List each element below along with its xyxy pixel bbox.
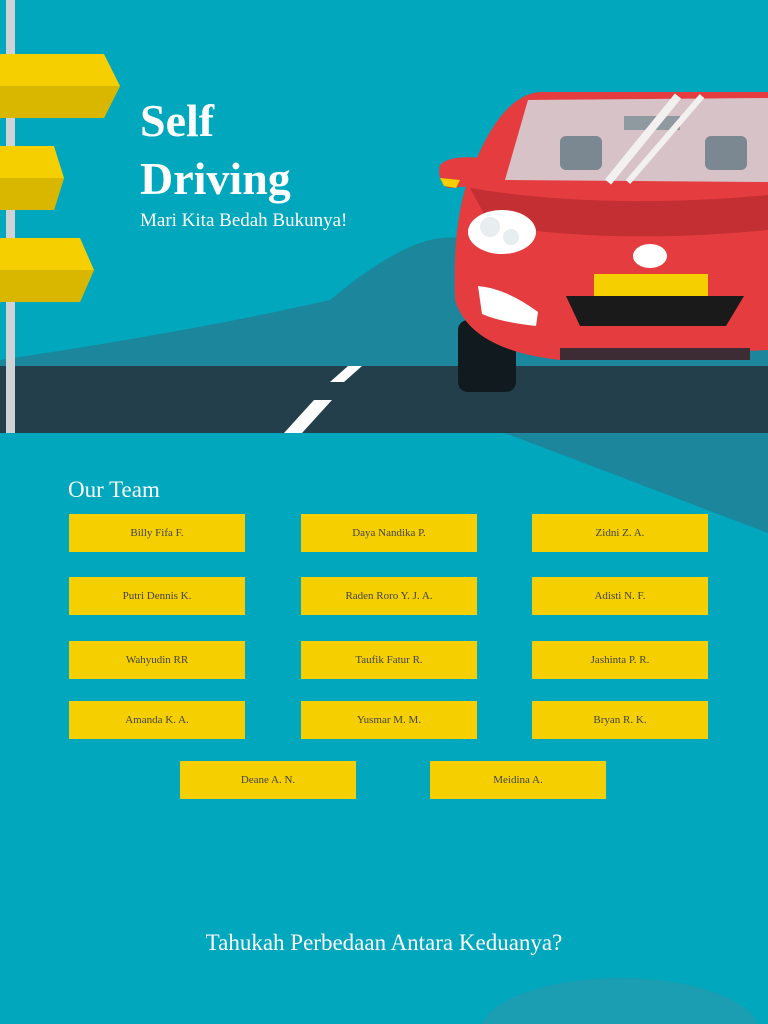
team-member-card: Deane A. N. (180, 761, 356, 799)
title-line-1: Self (140, 95, 215, 146)
team-member-card: Zidni Z. A. (532, 514, 708, 552)
car-icon (439, 92, 768, 392)
team-member-card: Billy Fifa F. (69, 514, 245, 552)
team-member-card: Daya Nandika P. (301, 514, 477, 552)
team-member-card: Taufik Fatur R. (301, 641, 477, 679)
bottom-hill (480, 978, 760, 1024)
road (0, 366, 768, 433)
team-member-card: Bryan R. K. (532, 701, 708, 739)
team-member-card: Wahyudin RR (69, 641, 245, 679)
hero-banner (0, 0, 768, 433)
title-line-2: Driving (140, 153, 291, 204)
team-member-card: Meidina A. (430, 761, 606, 799)
hero-illustration (0, 0, 768, 433)
team-member-card: Adisti N. F. (532, 577, 708, 615)
team-member-card: Jashinta P. R. (532, 641, 708, 679)
team-member-card: Putri Dennis K. (69, 577, 245, 615)
team-member-card: Raden Roro Y. J. A. (301, 577, 477, 615)
page-subtitle: Mari Kita Bedah Bukunya! (140, 210, 348, 231)
team-heading: Our Team (68, 477, 160, 502)
closing-question: Tahukah Perbedaan Antara Keduanya? (205, 930, 563, 955)
road-sign-icon (0, 54, 120, 302)
team-member-card: Yusmar M. M. (301, 701, 477, 739)
team-member-card: Amanda K. A. (69, 701, 245, 739)
page-title (140, 92, 291, 208)
